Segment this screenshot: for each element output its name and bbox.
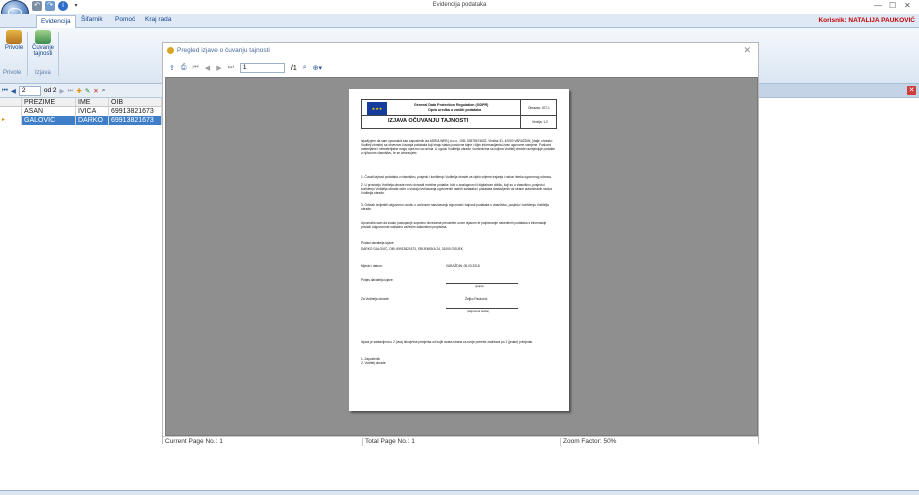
tab-evidencija[interactable]: Evidencija [36,15,76,28]
cell-oib[interactable]: 69913821673 [109,116,162,125]
prev-page-icon[interactable]: ◀ [204,65,211,72]
tab-pomoc[interactable]: Pomoć [115,16,136,23]
qat-dropdown-icon[interactable]: ▾ [74,3,78,9]
podaci-label: Podaci davatelja izjave: [361,241,395,245]
document-header-box [361,99,557,129]
obligation-item: 3. Odmah izvijestiti odgovornu osobu o uočenom narušavanju sigurnosti i tajnosti podataka u vlasništvu, posjedu i korištenju Voditelja obrade. [361,203,549,211]
verzija-label: Verzija: 1.0 [532,120,548,124]
obligation-item: 2. U prostoriju Voditelja obrade neću donositi mobilne podatke, bilo u analognom ili digitalnom obliku, koji su u vlasništvu, posjedu i korištenju Voditelja obrade osim u slučaju izvršavanja ugovorenih radnih zadataka i podataka dostavljenih od strane autoriziranih osoba Voditelja obrade. [361,183,552,195]
cell-prezime[interactable]: ASAN [22,107,76,116]
page-total: /1 [290,64,297,72]
mjesto-value: VARAŽDIN, 05.03.2018 [446,264,480,268]
cell-ime[interactable]: DARKO [76,116,109,125]
eu-flag-icon: ★★★ [367,102,387,115]
find-text-icon[interactable]: ⌕ [302,64,307,71]
podaci-value: DARKO GALOVIĆ, OIB: 69913821673, SRIJEMSKA 24, 31000 OSIJEK [361,247,463,251]
dialog-title-bar [163,43,758,59]
zoom-icon[interactable]: ⊕▾ [312,65,323,72]
undo-icon[interactable]: ↶ [32,1,42,11]
footer-item: 2. Voditelj obrade [361,361,386,365]
window-title: Evidencija podataka [432,2,487,8]
grid-header [0,98,162,107]
tab-sifarnik[interactable]: Šifarnik [81,16,103,23]
last-page-icon[interactable]: ⏭ [227,64,234,71]
status-zoom: Zoom Factor: 50% [560,438,616,446]
dialog-app-icon [167,47,174,54]
first-record-icon[interactable]: ⏮ [2,86,8,94]
signature-line [446,283,518,284]
recycle-icon [35,30,51,44]
edit-record-icon[interactable]: ✎ [84,87,91,95]
current-user: Korisnik: NATALIJA PAUKOVIĆ [818,17,915,24]
next-record-icon[interactable]: ▶ [59,87,65,95]
data-grid [0,98,162,125]
document-page [349,89,569,411]
cuvanje-tajnosti-button[interactable] [29,30,57,57]
potpis-label: Potpis davatelja izjave: [361,278,394,282]
tab-kraj-rada[interactable]: Kraj rada [145,16,172,23]
close-form-icon[interactable]: ✕ [908,87,915,94]
dialog-title: Pregled izjave o čuvanju tajnosti [177,47,270,54]
ribbon-tabs [0,14,919,28]
liability-paragraph: Upoznat/a sam da svako postupanje suprotno obvezama preuzetim ovom izjavom te potpisivanje navedenih podataka s informacije povlači odgovornost sukladno važećim zakonskim propisima. [361,221,547,229]
column-header-prezime[interactable]: PREZIME [22,98,76,106]
group-separator [27,32,28,76]
document-title: IZJAVA OČUVANJU TAJNOSTI [388,118,469,124]
report-preview-dialog [162,42,759,444]
handshake-icon [6,30,22,44]
potpis-under: (potpis) [475,285,484,288]
group-separator [58,32,59,76]
voditelj-value: Željko Pauković [465,297,488,301]
privole-button-label: Privole [4,45,24,51]
viewer-toolbar [163,61,758,75]
status-strip [0,490,919,495]
export-icon[interactable]: ⇪ [169,65,175,72]
obrazac-label: Obrazac: IOT-1 [528,106,550,110]
status-total-pages: Total Page No.: 1 [362,438,415,446]
mjesto-label: Mjesto i datum: [361,264,383,268]
first-page-icon[interactable]: ⏮ [192,64,199,71]
report-viewer[interactable] [165,77,758,436]
signature-line [446,308,518,309]
table-row[interactable] [0,107,162,116]
minimize-icon[interactable]: — [874,1,882,10]
intro-paragraph: Izjavljujem da sam upoznat/a kao zaposlenik iza ADRIA WEB j.d.o.o., OIB: 53575674632, Vinička 31, 42000 VARAŽDIN, (dalje u tekstu: Voditelj obrade) sa obvezom čuvanja podataka koji imaju status poslovne tajne i čijim informacijama izvan ugovorne namjene. Poslovni materijalne i nematerijalne mogu oprezno sa onima. U ugodu Voditelja obrade i korisnicima sa kojima Voditelj obrade razmjenjuje podatke u njihovom vlasništvu, te se obvezujem: [361,139,556,155]
table-row-selected[interactable] [0,116,162,125]
print-icon[interactable]: ⎙ [180,64,187,71]
status-current-page: Current Page No.: 1 [165,438,223,445]
cuvanje-tajnosti-button-label: Čuvanje tajnosti [31,45,54,57]
current-row-arrow-icon: ▸ [0,116,22,125]
find-record-icon[interactable]: ⌕ [101,86,106,94]
redo-icon[interactable]: ↷ [45,1,55,11]
info-icon[interactable]: i [58,1,68,11]
footer-item: 1. Zaposlenik [361,357,380,361]
obligation-item: 1. Čuvati tajnost podataka u vlasništvu, posjedu i korištenju Voditelja obrade za cijelo vrijeme trajanja i nakon isteka ugovornog odnosa. [361,175,552,179]
delete-record-icon[interactable]: ✕ [93,87,99,95]
column-header-oib[interactable]: OIB [109,98,162,106]
gdpr-title: General Data Protection Regulation (GDPR) [414,103,489,107]
last-record-icon[interactable]: ⏭ [67,86,74,94]
group-label-izjava: Izjava [35,70,51,76]
header-divider [362,115,556,116]
row-indicator-header [0,98,22,106]
close-icon[interactable]: ✕ [904,1,911,10]
viewer-status-bar [163,436,758,445]
voditelj-label: Za Voditelja obrade: [361,297,390,301]
record-count: od 2 [43,87,57,94]
next-page-icon[interactable]: ▶ [216,65,222,72]
voditelj-under: (odgovorna osoba) [467,310,489,313]
maximize-icon[interactable]: ☐ [889,1,897,10]
row-indicator [0,107,22,116]
add-record-icon[interactable]: ✚ [76,87,82,95]
form-header-strip [759,84,919,98]
gdpr-subtitle: Opća uredba o zaštiti podataka [428,108,482,112]
cell-prezime[interactable]: GALOVIĆ [22,116,76,125]
page-number-input[interactable]: 1 [240,63,285,73]
group-label-privole: Privole [3,70,22,76]
dialog-close-icon[interactable]: ✕ [743,45,751,55]
privole-button[interactable] [3,30,25,51]
cell-ime[interactable]: IVICA [76,107,109,116]
closing-paragraph: Izjava je sastavljena u 2 (dva) istovjetna primjerka od kojih svaka strana za svoje potrebe zadržava po 1 (jedan) primjerak. [361,340,534,344]
prev-record-icon[interactable]: ◀ [10,87,16,95]
cell-oib[interactable]: 69913821673 [109,107,162,116]
header-divider [520,100,521,128]
record-navigator [0,84,162,98]
record-position-input[interactable]: 2 [19,86,41,96]
column-header-ime[interactable]: IME [76,98,109,106]
